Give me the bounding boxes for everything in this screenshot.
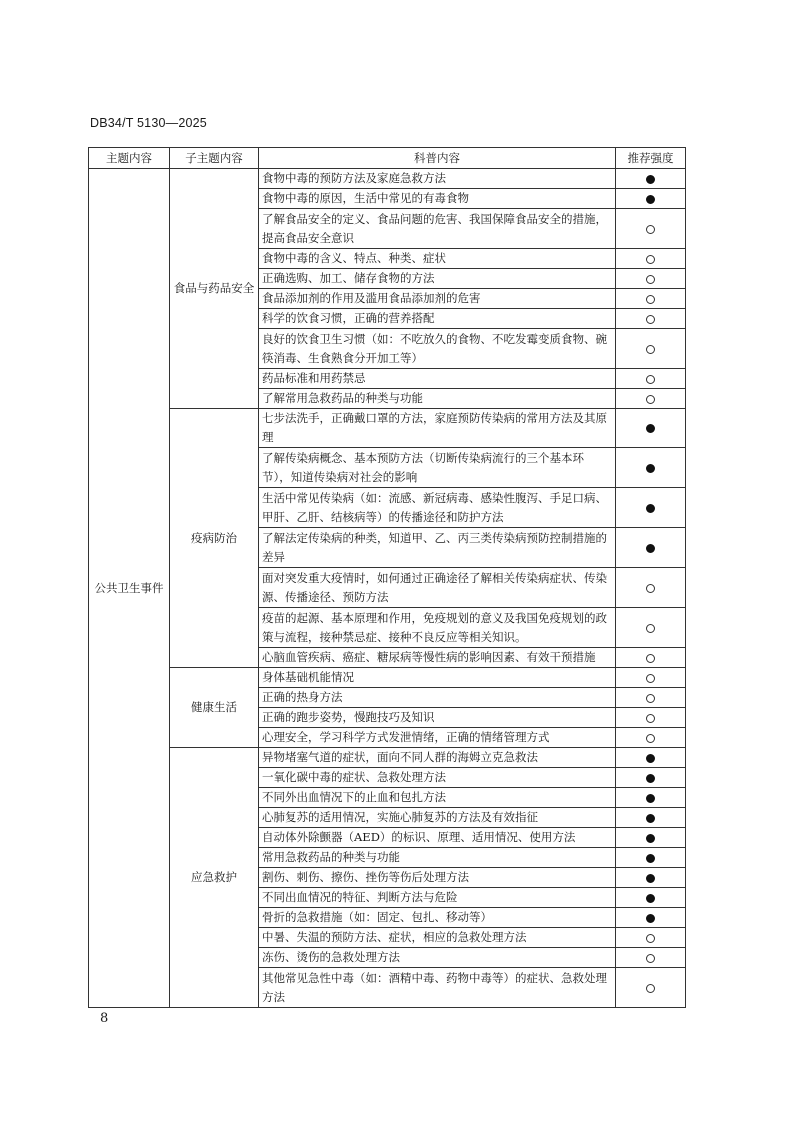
content-cell: 常用急救药品的种类与功能 — [259, 848, 616, 868]
content-cell: 科学的饮食习惯，正确的营养搭配 — [259, 309, 616, 329]
recommendation-cell — [616, 269, 686, 289]
content-cell: 正确选购、加工、储存食物的方法 — [259, 269, 616, 289]
content-cell: 生活中常见传染病（如：流感、新冠病毒、感染性腹泻、手足口病、甲肝、乙肝、结核病等）的传播途径和防护方法 — [259, 488, 616, 528]
content-cell: 心脑血管疾病、癌症、糖尿病等慢性病的影响因素、有效干预措施 — [259, 648, 616, 668]
recommendation-cell — [616, 169, 686, 189]
content-cell: 了解传染病概念、基本预防方法（切断传染病流行的三个基本环节），知道传染病对社会的影响 — [259, 448, 616, 488]
content-cell: 药品标准和用药禁忌 — [259, 369, 616, 389]
main-topic-cell: 公共卫生事件 — [89, 169, 170, 1008]
recommendation-cell — [616, 568, 686, 608]
header-subtopic: 子主题内容 — [170, 148, 259, 169]
hollow-circle-icon — [646, 694, 655, 703]
content-cell: 了解食品安全的定义、食品问题的危害、我国保障食品安全的措施，提高食品安全意识 — [259, 209, 616, 249]
recommendation-cell — [616, 888, 686, 908]
content-table — [88, 147, 686, 1008]
filled-circle-icon — [646, 894, 655, 903]
filled-circle-icon — [646, 794, 655, 803]
recommendation-cell — [616, 868, 686, 888]
hollow-circle-icon — [646, 624, 655, 633]
content-cell: 骨折的急救措施（如：固定、包扎、移动等） — [259, 908, 616, 928]
recommendation-cell — [616, 189, 686, 209]
subtopic-cell: 食品与药品安全 — [170, 169, 259, 409]
hollow-circle-icon — [646, 714, 655, 723]
recommendation-cell — [616, 728, 686, 748]
recommendation-cell — [616, 329, 686, 369]
content-cell: 面对突发重大疫情时，如何通过正确途径了解相关传染病症状、传染源、传播途径、预防方法 — [259, 568, 616, 608]
content-cell: 异物堵塞气道的症状，面向不同人群的海姆立克急救法 — [259, 748, 616, 768]
table-row — [89, 409, 686, 448]
recommendation-cell — [616, 309, 686, 329]
hollow-circle-icon — [646, 984, 655, 993]
filled-circle-icon — [646, 834, 655, 843]
recommendation-cell — [616, 828, 686, 848]
recommendation-cell — [616, 289, 686, 309]
content-cell: 食物中毒的含义、特点、种类、症状 — [259, 249, 616, 269]
header-main-topic: 主题内容 — [89, 148, 170, 169]
content-cell: 其他常见急性中毒（如：酒精中毒、药物中毒等）的症状、急救处理方法 — [259, 968, 616, 1008]
filled-circle-icon — [646, 854, 655, 863]
subtopic-cell: 健康生活 — [170, 668, 259, 748]
recommendation-cell — [616, 409, 686, 448]
content-cell: 身体基础机能情况 — [259, 668, 616, 688]
recommendation-cell — [616, 788, 686, 808]
recommendation-cell — [616, 768, 686, 788]
hollow-circle-icon — [646, 734, 655, 743]
content-cell: 心理安全，学习科学方式发泄情绪，正确的情绪管理方式 — [259, 728, 616, 748]
content-cell: 了解常用急救药品的种类与功能 — [259, 389, 616, 409]
filled-circle-icon — [646, 544, 655, 553]
subtopic-cell: 疫病防治 — [170, 409, 259, 668]
filled-circle-icon — [646, 175, 655, 184]
recommendation-cell — [616, 528, 686, 568]
content-cell: 中暑、失温的预防方法、症状，相应的急救处理方法 — [259, 928, 616, 948]
hollow-circle-icon — [646, 295, 655, 304]
recommendation-cell — [616, 369, 686, 389]
recommendation-cell — [616, 488, 686, 528]
hollow-circle-icon — [646, 395, 655, 404]
hollow-circle-icon — [646, 674, 655, 683]
hollow-circle-icon — [646, 654, 655, 663]
recommendation-cell — [616, 928, 686, 948]
recommendation-cell — [616, 668, 686, 688]
recommendation-cell — [616, 948, 686, 968]
filled-circle-icon — [646, 424, 655, 433]
filled-circle-icon — [646, 754, 655, 763]
content-cell: 正确的热身方法 — [259, 688, 616, 708]
hollow-circle-icon — [646, 225, 655, 234]
header-content: 科普内容 — [259, 148, 616, 169]
filled-circle-icon — [646, 914, 655, 923]
table-body — [89, 169, 686, 1008]
content-cell: 了解法定传染病的种类，知道甲、乙、丙三类传染病预防控制措施的差异 — [259, 528, 616, 568]
recommendation-cell — [616, 808, 686, 828]
hollow-circle-icon — [646, 954, 655, 963]
content-cell: 自动体外除颤器（AED）的标识、原理、适用情况、使用方法 — [259, 828, 616, 848]
recommendation-cell — [616, 209, 686, 249]
filled-circle-icon — [646, 874, 655, 883]
table-row — [89, 169, 686, 189]
content-cell: 心肺复苏的适用情况，实施心肺复苏的方法及有效指征 — [259, 808, 616, 828]
recommendation-cell — [616, 389, 686, 409]
hollow-circle-icon — [646, 315, 655, 324]
content-cell: 食物中毒的预防方法及家庭急救方法 — [259, 169, 616, 189]
content-cell: 不同出血情况的特征、判断方法与危险 — [259, 888, 616, 908]
hollow-circle-icon — [646, 255, 655, 264]
filled-circle-icon — [646, 504, 655, 513]
hollow-circle-icon — [646, 375, 655, 384]
filled-circle-icon — [646, 464, 655, 473]
content-cell: 冻伤、烫伤的急救处理方法 — [259, 948, 616, 968]
content-cell: 割伤、刺伤、擦伤、挫伤等伤后处理方法 — [259, 868, 616, 888]
content-cell: 良好的饮食卫生习惯（如：不吃放久的食物、不吃发霉变质食物、碗筷消毒、生食熟食分开加工等） — [259, 329, 616, 369]
hollow-circle-icon — [646, 584, 655, 593]
table-row — [89, 668, 686, 688]
filled-circle-icon — [646, 774, 655, 783]
filled-circle-icon — [646, 814, 655, 823]
subtopic-cell: 应急救护 — [170, 748, 259, 1008]
content-cell: 不同外出血情况下的止血和包扎方法 — [259, 788, 616, 808]
recommendation-cell — [616, 249, 686, 269]
recommendation-cell — [616, 448, 686, 488]
recommendation-cell — [616, 908, 686, 928]
content-cell: 食物中毒的原因，生活中常见的有毒食物 — [259, 189, 616, 209]
recommendation-cell — [616, 708, 686, 728]
recommendation-cell — [616, 968, 686, 1008]
table-header-row — [89, 148, 686, 169]
content-cell: 疫苗的起源、基本原理和作用，免疫规划的意义及我国免疫规划的政策与流程，接种禁忌症、接种不良反应等相关知识。 — [259, 608, 616, 648]
recommendation-cell — [616, 608, 686, 648]
content-cell: 一氧化碳中毒的症状、急救处理方法 — [259, 768, 616, 788]
hollow-circle-icon — [646, 275, 655, 284]
table-row — [89, 748, 686, 768]
page-number: 8 — [100, 1011, 109, 1026]
hollow-circle-icon — [646, 934, 655, 943]
recommendation-cell — [616, 848, 686, 868]
filled-circle-icon — [646, 195, 655, 204]
content-cell: 七步法洗手，正确戴口罩的方法，家庭预防传染病的常用方法及其原理 — [259, 409, 616, 448]
recommendation-cell — [616, 688, 686, 708]
content-cell: 正确的跑步姿势，慢跑技巧及知识 — [259, 708, 616, 728]
recommendation-cell — [616, 648, 686, 668]
hollow-circle-icon — [646, 345, 655, 354]
content-cell: 食品添加剂的作用及滥用食品添加剂的危害 — [259, 289, 616, 309]
recommendation-cell — [616, 748, 686, 768]
header-recommendation: 推荐强度 — [616, 148, 686, 169]
document-code: DB34/T 5130—2025 — [90, 116, 207, 130]
